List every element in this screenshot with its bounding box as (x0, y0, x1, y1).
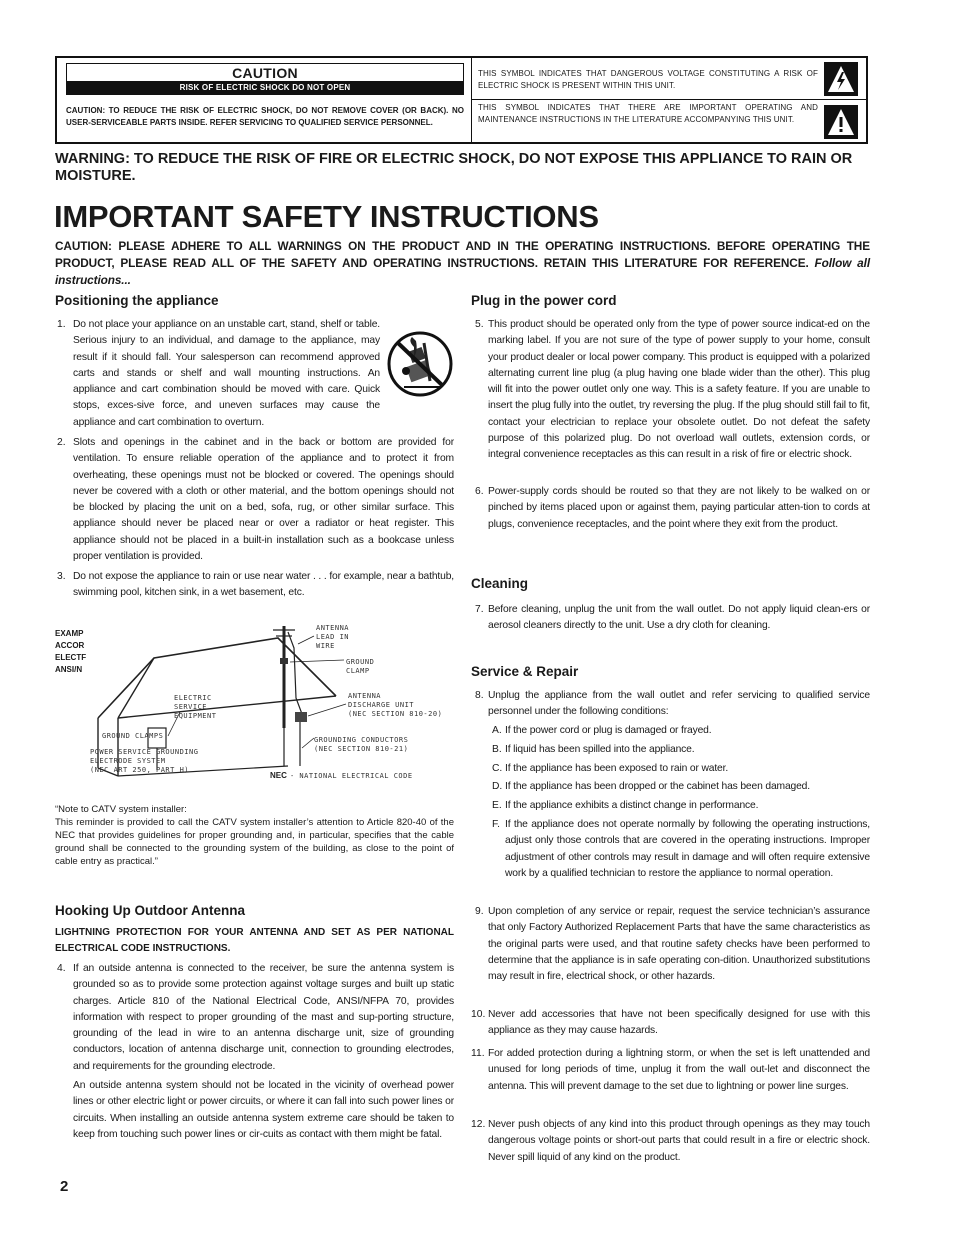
item-6-text: Power-supply cords should be routed so that they are not likely to be walked on or pinched by items placed upon or against them, paying particular atten-tion to cords at plugs, convenience receptacles, and the point where they exit from the product. (488, 486, 870, 530)
antenna-grounding-diagram (88, 618, 456, 786)
label-power-grounding-2: ELECTRODE SYSTEM (90, 757, 166, 765)
caption-line: ANSI/N (55, 665, 83, 674)
catv-note-title: “Note to CATV system installer: (55, 804, 187, 815)
item-1-text (73, 317, 454, 431)
caution-box (55, 56, 868, 144)
item-number-6: 6. (475, 486, 484, 497)
item-12-text: Never push objects of any kind into this product through openings as they may touch dangerous voltage points or short-out parts that could result in a fire or electric shock. Never spill liquid of any kind on the product. (488, 1119, 870, 1163)
caption-line: ACCOR (55, 641, 85, 650)
lightning-triangle-icon (824, 62, 858, 96)
caption-line: EXAMP (55, 629, 84, 638)
label-antenna-lead-3: WIRE (316, 642, 335, 650)
item-8-text: Unplug the appliance from the wall outlet and refer servicing to qualified service personnel under the following conditions: (488, 690, 870, 718)
caution-box-left (57, 58, 472, 142)
item-number-8: 8. (475, 690, 484, 701)
item-1-body: Do not place your appliance on an unstable cart, stand, shelf or table. Serious injury to an individual, and damage to the appliance, may result if it should fall. Your salesperson can recommend approved carts and stands or shelf and wall mounting instructions. An appliance and cart combination should be moved with care. Quick stops, exces-sive force, and uneven surfaces may cause the appliance and cart combination to overturn. (73, 319, 380, 428)
exclamation-triangle-icon (824, 105, 858, 139)
voltage-symbol-text: THIS SYMBOL INDICATES THAT DANGEROUS VOLTAGE CONSTITUTING A RISK OF ELECTRIC SHOCK IS PRESENT WITHIN THIS UNIT. (478, 69, 818, 90)
item-5-text: This product should be operated only from the type of power source indicat-ed on the marking label. If you are not sure of the type of power supply to your home, consult your product dealer or local power company. This product is equipped with a polarized alternating current line plug (a plug having one blade wider than the other). This plug will fit into the power outlet only one way. This is a safety feature. If you are unable to insert the plug fully into the outlet, try reversing the plug. If the plug should still fail to fit, contact your electrician to replace your obsolete outlet. Do not defeat the safety purpose of this polarized plug. Do not overload wall outlets, extension cords, or integral convenience receptacles as this can result in a risk of fire or electric shock. (488, 319, 870, 461)
label-grounding-conductors-1: GROUNDING CONDUCTORS (314, 736, 409, 744)
label-power-grounding-1: POWER SERVICE GROUNDING (90, 748, 199, 756)
page-title: IMPORTANT SAFETY INSTRUCTIONS (54, 199, 599, 234)
item-number-5: 5. (475, 319, 484, 330)
instructions-symbol-text: THIS SYMBOL INDICATES THAT THERE ARE IMPORTANT OPERATING AND MAINTENANCE INSTRUCTIONS IN THE LITERATURE ACCOMPANYING THIS UNIT. (478, 103, 818, 124)
caution-adhere-text: CAUTION: PLEASE ADHERE TO ALL WARNINGS ON THE PRODUCT AND IN THE OPERATING INSTRUCTIONS. BEFORE OPERATING THE PRODUCT, PLEASE READ ALL OF THE SAFETY AND OPERATING INSTRUCTIONS. RETAIN THIS LITERATURE FOR REFERENCE. (55, 239, 870, 270)
sub-letter-b: B. (492, 744, 502, 755)
label-ground-clamp-2: CLAMP (346, 667, 370, 675)
label-ground-clamp-1: GROUND (346, 658, 375, 666)
item-number-10: 10. (471, 1009, 486, 1020)
item-number-7: 7. (475, 604, 484, 615)
item-number-4: 4. (57, 963, 66, 974)
item-7-text: Before cleaning, unplug the unit from the wall outlet. Do not apply liquid clean-ers or aerosol cleaners directly to the unit. Use a dry cloth for cleaning. (488, 604, 870, 632)
item-4-text-b: An outside antenna system should not be located in the vicinity of overhead power lines or other electric light or power circuits, or where it can fall into such power lines or circuits. When installing an outside antenna system extreme care should be taken to keep from touching such power lines or cir-cuits as contact with them might be fatal. (73, 1080, 454, 1140)
risk-banner: RISK OF ELECTRIC SHOCK DO NOT OPEN (67, 81, 463, 94)
sub-item-f: If the appliance does not operate normally by following the operating instructions, adjust only those controls that are covered in the operating instructions. Improper adjustment of other controls may result in damage and will often require extensive work by a qualified technician to restore the appliance to normal operation. (505, 819, 870, 879)
item-number-9: 9. (475, 906, 484, 917)
label-service-3: EQUIPMENT (174, 712, 217, 720)
label-nec-abbr: NEC (270, 771, 287, 780)
heading-antenna: Hooking Up Outdoor Antenna (55, 903, 245, 918)
label-discharge-1: ANTENNA (348, 692, 382, 700)
item-2-text: Slots and openings in the cabinet and in the back or bottom are provided for ventilation. To ensure reliable operation of the appliance and to protect it from overheating, these openings must not be blocked or covered. The openings should never be covered with a cloth or other material, and the bottom openings should not be blocked by placing the unit on a bed, sofa, rug, or other similar surface. This appliance should never be placed near or over a radiator or heat register. This appliance should not be placed in a built-in installation such as a bookcase unless proper ventilation is provided. (73, 437, 454, 563)
item-number-3: 3. (57, 571, 66, 582)
label-antenna-lead-1: ANTENNA (316, 624, 350, 632)
caution-description: CAUTION: TO REDUCE THE RISK OF ELECTRIC SHOCK, DO NOT REMOVE COVER (OR BACK). NO USER-SERVICEABLE PARTS INSIDE. REFER SERVICING TO QUALIFIED SERVICE PERSONNEL. (66, 106, 464, 127)
catv-note-body: This reminder is provided to call the CATV system installer’s attention to Article 820-40 of the NEC that provides guidelines for proper grounding and, in particular, specifies that the cable ground shall be connected to the grounding system of the building, as close to the point of cable entry as practical.” (55, 817, 454, 867)
follow-all-text: Follow all instructions... (55, 256, 870, 287)
caption-line: ELECTF (55, 653, 87, 662)
caution-title: CAUTION (232, 65, 298, 81)
label-service-1: ELECTRIC (174, 694, 212, 702)
item-number-2: 2. (57, 437, 66, 448)
sub-letter-d: D. (492, 781, 503, 792)
catv-note (55, 803, 454, 868)
label-ground-clamps: GROUND CLAMPS (102, 732, 164, 740)
sub-item-d: If the appliance has been dropped or the cabinet has been damaged. (505, 781, 810, 792)
item-9-text: Upon completion of any service or repair, request the service technician’s assurance that only Factory Authorized Replacement Parts that have the same characteristics as the original parts were used, and that routine safety checks have been performed to determine that the appliance is in safe operating con-dition. Unauthorized substitutions may result in fire, electrical shock, or other hazards. (488, 906, 870, 983)
voltage-symbol-row (472, 58, 866, 100)
lightning-protection-text: LIGHTNING PROTECTION FOR YOUR ANTENNA AND SET AS PER NATIONAL ELECTRICAL CODE INSTRUCTIONS. (55, 927, 454, 954)
heading-cleaning: Cleaning (471, 576, 529, 591)
item-4-text: If an outside antenna is connected to the receiver, be sure the antenna system is grounded so as to provide some protection against voltage surges and built up static charges. Article 810 of the National Electrical Code, ANSI/NFPA 70, provides information with respect to proper grounding of the mast and sup-porting structure, grounding of the lead in wire to an antenna discharge unit, size of grounding conductors, location of antenna discharge unit, connection to grounding electrodes, and requirements for the grounding electrode. (73, 963, 454, 1072)
sub-item-b: If liquid has been spilled into the appliance. (505, 744, 695, 755)
caution-adhere (55, 238, 870, 289)
sub-item-e: If the appliance exhibits a distinct change in performance. (505, 800, 759, 811)
sub-item-c: If the appliance has been exposed to rain or water. (505, 763, 729, 774)
label-power-grounding-3: (NEC ART 250, PART H) (90, 766, 190, 774)
item-3-text: Do not expose the appliance to rain or use near water . . . for example, near a bathtub, swimming pool, kitchen sink, in a wet basement, etc. (73, 571, 454, 599)
caution-label-box (66, 63, 464, 95)
cart-tipover-warning-icon (386, 331, 454, 397)
item-number-11: 11. (471, 1048, 485, 1059)
sub-item-a: If the power cord or plug is damaged or frayed. (505, 725, 712, 736)
sub-letter-a: A. (492, 725, 502, 736)
heading-service: Service & Repair (471, 664, 579, 679)
label-discharge-3: (NEC SECTION 810-20) (348, 710, 443, 718)
item-10-text: Never add accessories that have not been specifically designed for use with this appliance as they may cause hazards. (488, 1009, 870, 1037)
label-service-2: SERVICE (174, 703, 208, 711)
sub-letter-f: F. (492, 819, 501, 830)
instructions-symbol-row (472, 100, 866, 142)
item-number-1: 1. (57, 319, 66, 330)
item-11-text: For added protection during a lightning storm, or when the set is left unattended and unused for long periods of time, unplug it from the wall out-let and disconnect the antenna. This will prevent damage to the set due to lightning or power line surges. (488, 1048, 870, 1092)
item-number-12: 12. (471, 1119, 486, 1130)
sub-letter-c: C. (492, 763, 503, 774)
label-nec-full: - NATIONAL ELECTRICAL CODE (290, 772, 413, 780)
sub-letter-e: E. (492, 800, 502, 811)
label-antenna-lead-2: LEAD IN (316, 633, 350, 641)
heading-plugin: Plug in the power cord (471, 293, 617, 308)
heading-positioning: Positioning the appliance (55, 293, 219, 308)
page-number: 2 (60, 1178, 69, 1195)
warning-text: WARNING: TO REDUCE THE RISK OF FIRE OR ELECTRIC SHOCK, DO NOT EXPOSE THIS APPLIANCE TO RAIN OR MOISTURE. (55, 151, 853, 184)
label-grounding-conductors-2: (NEC SECTION 810-21) (314, 745, 409, 753)
label-discharge-2: DISCHARGE UNIT (348, 701, 415, 709)
